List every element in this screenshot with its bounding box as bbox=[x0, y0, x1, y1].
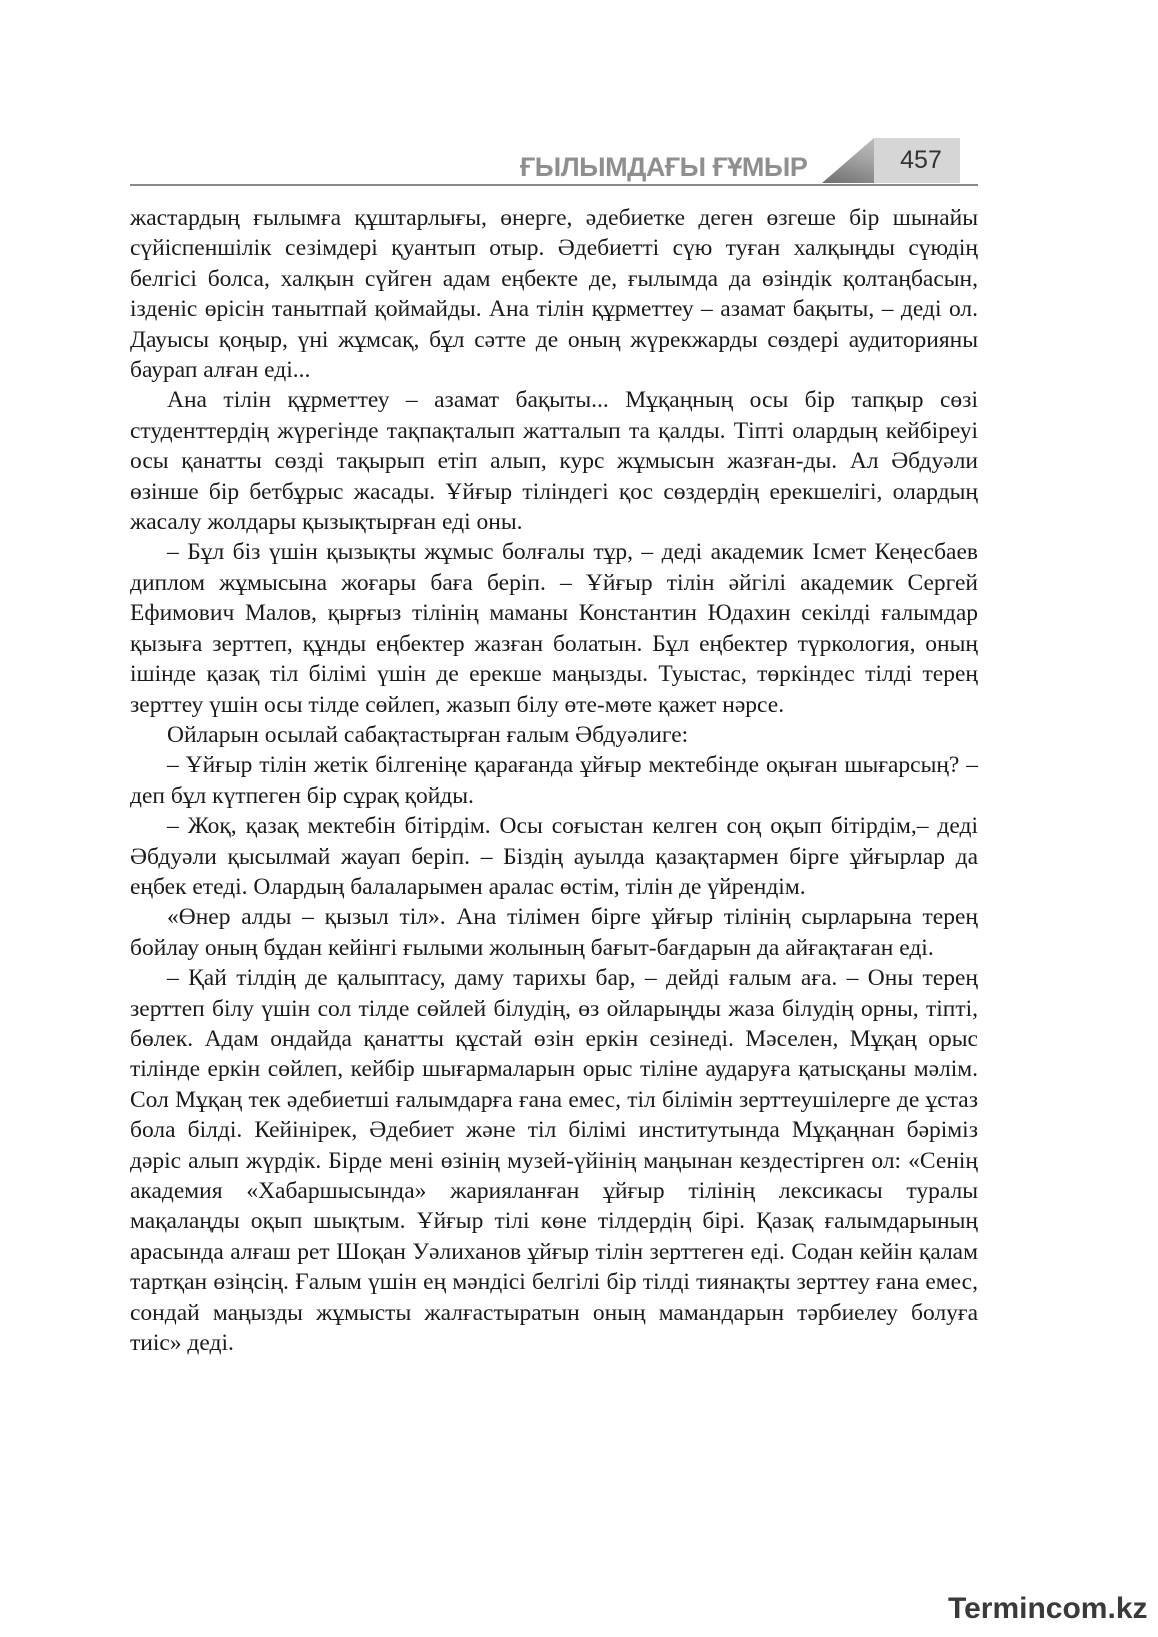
watermark-logo: Termincom.kz bbox=[948, 1592, 1148, 1625]
paragraph: – Жоқ, қазақ мектебін бітірдім. Осы соғыстан келген соң оқып бітірдім,– деді Әбдуәли қысылмай жауап беріп. – Біздің ауылда қазақтармен бірге ұйғырлар да еңбек етеді. Олардың балаларымен аралас өстім, тілін де үйрендім. bbox=[130, 813, 978, 900]
paragraph: – Ұйғыр тілін жетік білгеніңе қарағанда ұйғыр мектебінде оқыған шығарсың? – деп бұл күтпеген бір сұрақ қойды. bbox=[130, 752, 978, 809]
body-text bbox=[130, 203, 978, 1358]
page-number: 457 bbox=[900, 146, 942, 174]
paragraph: жастардың ғылымға құштарлығы, өнерге, әдебиетке деген өзгеше бір шынайы сүйіспеншілік сезімдері қуантып отыр. Әдебиетті сүю туған халқыңды сүюдің белгісі болса, халқын сүйген адам еңбекте де, ғылымда да өзіндік қолтаңбасын, ізденіс өрісін танытпай қоймайды. Ана тілін құрметтеу – азамат бақыты, – деді ол. Дауысы қоңыр, үні жұмсақ, бұл сәтте де оның жүрекжарды сөздері аудиторияны баурап алған еді... bbox=[130, 205, 978, 384]
paragraph: Ана тілін құрметтеу – азамат бақыты... Мұқаңның осы бір тапқыр сөзі студенттердің жүрегінде тақпақталып жатталып та қалды. Тіпті олардың кейбіреуі осы қанатты сөзді тақырып етіп алып, курс жұмысын жазған-ды. Ал Әбдуәли өзінше бір бетбұрыс жасады. Ұйғыр тіліндегі қос сөздердің ерекшелігі, олардың жасалу жолдары қызықтырған еді оны. bbox=[130, 387, 978, 536]
header-rule bbox=[130, 184, 978, 186]
paragraph: «Өнер алды – қызыл тіл». Ана тілімен бірге ұйғыр тілінің сырларына терең бойлау оның бұдан кейінгі ғылыми жолының бағыт-бағдарын да айғақтаған еді. bbox=[130, 904, 978, 961]
paragraph: – Бұл біз үшін қызықты жұмыс болғалы тұр, – деді академик Ісмет Кеңесбаев диплом жұмысына жоғары баға беріп. – Ұйғыр тілін әйгілі академик Сергей Ефимович Малов, қырғыз тілінің маманы Константин Юдахин секілді ғалымдар қызыға зерттеп, құнды еңбектер жазған болатын. Бұл еңбектер түркология, оның ішінде қазақ тіл білімі үшін де ерекше маңызды. Туыстас, төркіндес тілді терең зерттеу үшін осы тілде сөйлеп, жазып білу өте-мөте қажет нәрсе. bbox=[130, 539, 978, 718]
paragraph: Ойларын осылай сабақтастырған ғалым Әбдуәлиге: bbox=[167, 721, 689, 748]
paragraph: – Қай тілдің де қалыптасу, даму тарихы бар, – дейді ғалым аға. – Оны терең зерттеп білу үшін сол тілде сөйлей білудің, өз ойларыңды жаза білудің орны, тіпті, бөлек. Адам ондайда қанатты құстай өзін еркін сезінеді. Мәселен, Мұқаң орыс тілінде еркін сөйлеп, кейбір шығармаларын орыс тіліне аударуға қатысқаны мәлім. Сол Мұқаң тек әдебиетші ғалымдарға ғана емес, тіл білімін зерттеушілерге де ұстаз бола білді. Кейінірек, Әдебиет және тіл білімі институтында Мұқаңнан бәріміз дәріс алып жүрдік. Бірде мені өзінің музей-үйінің маңынан кездестірген ол: «Сенің академия «Хабаршысында» жарияланған ұйғыр тілінің лексикасы туралы мақалаңды оқып шықтым. Ұйғыр тілі көне тілдердің бірі. Қазақ ғалымдарының арасында алғаш рет Шоқан Уәлиханов ұйғыр тілін зерттеген еді. Содан кейін қалам тартқан өзіңсің. Ғалым үшін ең мәндісі белгілі бір тілді тиянақты зерттеу ғана емес, сондай маңызды жұмысты жалғастыратын оның мамандарын тәрбиелеу болуға тиіс» деді. bbox=[130, 965, 978, 1357]
running-header-title: ҒЫЛЫМДАҒЫ ҒҰМЫР bbox=[520, 152, 808, 182]
